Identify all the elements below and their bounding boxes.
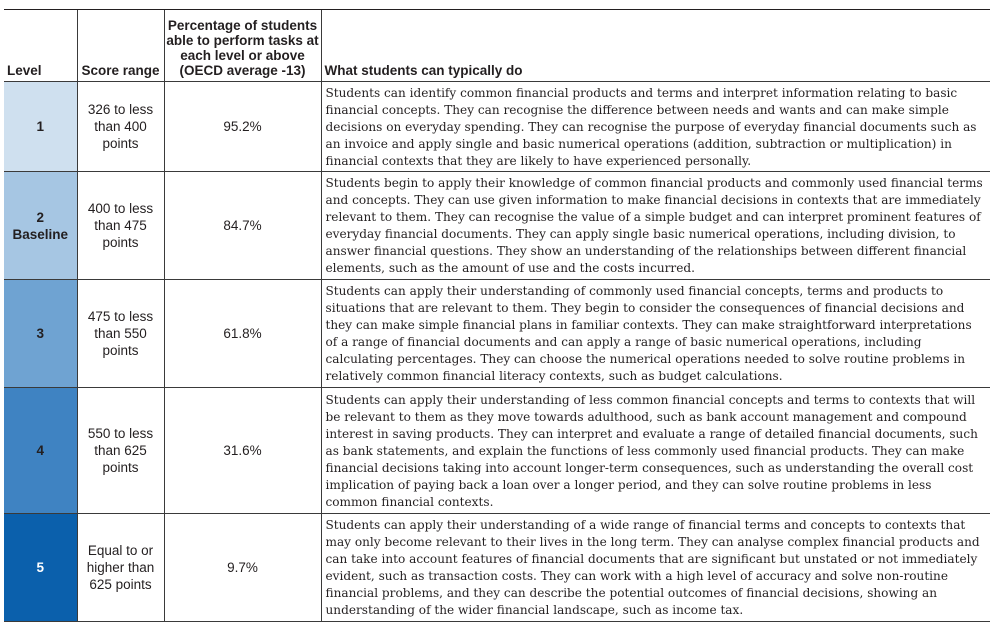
- description-cell: Students can apply their understanding of less common financial concepts and terms to contexts that will be relevant to them as they move towards adulthood, such as bank account management and compound interest in saving products. They can interpret and evaluate a range of detailed financial documents, such as bank statements, and explain the functions of less commonly used financial products. They can make financial decisions taking into account longer-term consequences, such as understanding the overall cost implication of paying back a loan over a longer period, and they can solve routine problems in less common financial contexts.: [321, 388, 990, 514]
- level-number: 1: [36, 119, 44, 134]
- score-range-cell: 326 to less than 400 points: [77, 82, 164, 172]
- percentage-cell: 31.6%: [164, 388, 321, 514]
- header-row: [4, 10, 990, 82]
- score-range-cell: 400 to less than 475 points: [77, 172, 164, 280]
- score-range-cell: Equal to or higher than 625 points: [77, 514, 164, 622]
- score-range-cell: 475 to less than 550 points: [77, 280, 164, 388]
- level-number: 2: [36, 209, 44, 225]
- table-row: [4, 82, 990, 172]
- score-range-cell: 550 to less than 625 points: [77, 388, 164, 514]
- level-number: 4: [36, 443, 44, 458]
- table-row: [4, 388, 990, 514]
- level-cell: [4, 172, 77, 280]
- percentage-cell: 84.7%: [164, 172, 321, 280]
- level-number: 3: [36, 326, 44, 341]
- level-cell: [4, 388, 77, 514]
- percentage-column-header: Percentage of students able to perform tasks at each level or above (OECD average -13): [164, 10, 321, 82]
- level-number: 5: [36, 560, 44, 575]
- table-row: [4, 172, 990, 280]
- level-sublabel: Baseline: [12, 226, 69, 242]
- percentage-cell: 61.8%: [164, 280, 321, 388]
- score-range-column-header: Score range: [77, 10, 164, 82]
- table-row: [4, 514, 990, 622]
- description-cell: Students can identify common financial products and terms and interpret information relating to basic financial concepts. They can recognise the difference between needs and wants and can make simple decisions on everyday spending. They can recognise the purpose of everyday financial documents such as an invoice and apply single and basic numerical operations (addition, subtraction or multiplication) in financial contexts that they are likely to have experienced personally.: [321, 82, 990, 172]
- description-cell: Students can apply their understanding of a wide range of financial terms and concepts to contexts that may only become relevant to their lives in the long term. They can analyse complex financial products and can take into account features of financial documents that are significant but unstated or not immediately evident, such as transaction costs. They can work with a high level of accuracy and solve non-routine financial problems, and they can describe the potential outcomes of financial decisions, showing an understanding of the wider financial landscape, such as income tax.: [321, 514, 990, 622]
- percentage-cell: 9.7%: [164, 514, 321, 622]
- level-cell: [4, 82, 77, 172]
- description-column-header: What students can typically do: [321, 10, 990, 82]
- level-column-header: Level: [4, 10, 77, 82]
- description-cell: Students begin to apply their knowledge of common financial products and commonly used financial terms and concepts. They can use given information to make financial decisions in contexts that are immediately relevant to them. They can recognise the value of a simple budget and can interpret prominent features of everyday financial documents. They can apply single basic numerical operations, including division, to answer financial questions. They show an understanding of the relationships between different financial elements, such as the amount of use and the costs incurred.: [321, 172, 990, 280]
- table-row: [4, 280, 990, 388]
- level-cell: [4, 514, 77, 622]
- percentage-cell: 95.2%: [164, 82, 321, 172]
- level-cell: [4, 280, 77, 388]
- proficiency-levels-table: [4, 9, 990, 622]
- description-cell: Students can apply their understanding of commonly used financial concepts, terms and products to situations that are relevant to them. They begin to consider the consequences of financial decisions and they can make simple financial plans in familiar contexts. They can make straightforward interpretations of a range of financial documents and can apply a range of basic numerical operations, including calculating percentages. They can choose the numerical operations needed to solve routine problems in relatively common financial literacy contexts, such as budget calculations.: [321, 280, 990, 388]
